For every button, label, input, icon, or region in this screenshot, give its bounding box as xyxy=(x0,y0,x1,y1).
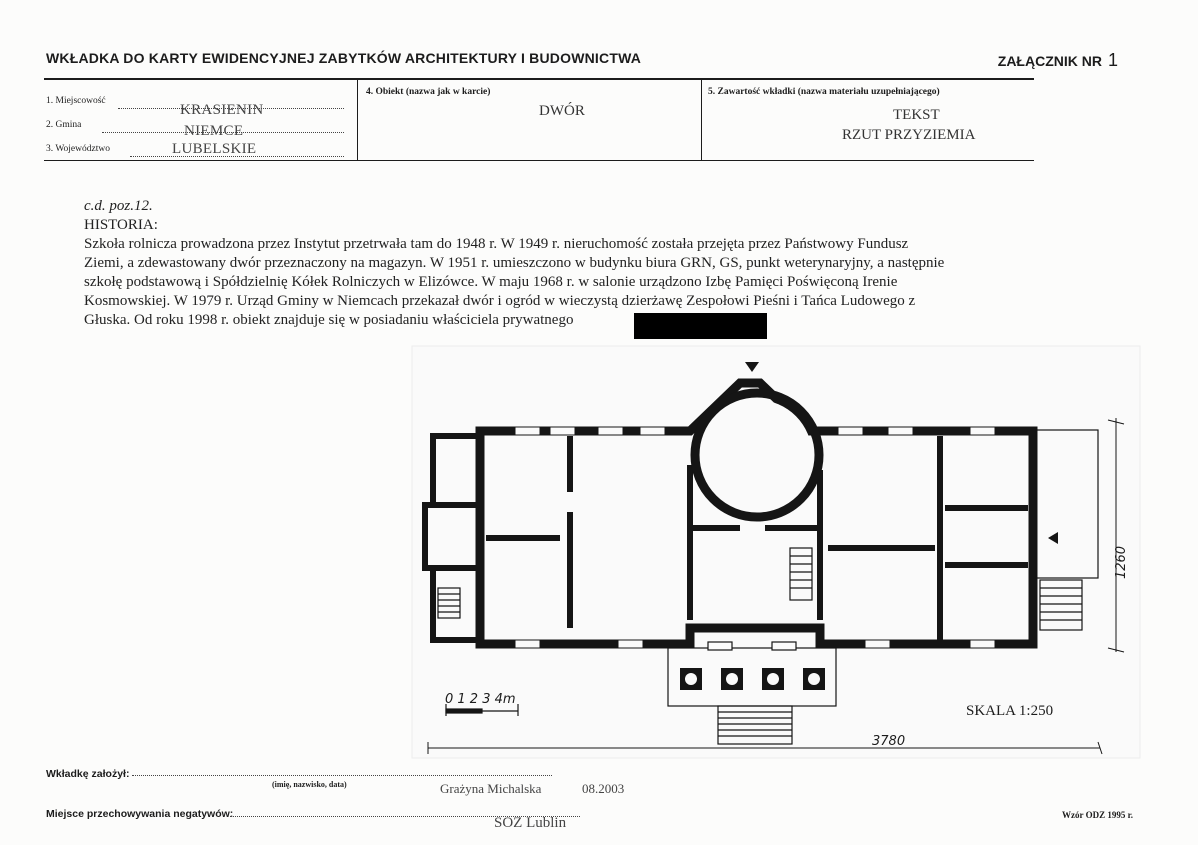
object-label: 4. Obiekt (nazwa jak w karcie) xyxy=(366,87,491,97)
attachment-value: 1 xyxy=(1107,50,1118,70)
storage-label: Miejsce przechowywania negatywów: xyxy=(46,808,234,820)
content-value-1: TEKST xyxy=(893,107,940,123)
width-dimension: 3780 xyxy=(872,734,906,749)
content-value-2: RZUT PRZYZIEMIA xyxy=(842,127,976,143)
commune-value: NIEMCE xyxy=(184,123,244,139)
form-title: WKŁADKA DO KARTY EWIDENCYJNEJ ZABYTKÓW ARCHITEKTURY I BUDOWNICTWA xyxy=(46,50,642,66)
author-hint: (imię, nazwisko, data) xyxy=(272,780,347,789)
depth-dimension: 1260 xyxy=(1114,545,1130,580)
history-line-1: Szkoła rolnicza prowadzona przez Instytut przetrwała tam do 1948 r. W 1949 r. nieruchomość została przejęta przez Państwowy Fundusz xyxy=(84,236,909,252)
author-value: Grażyna Michalska xyxy=(440,781,542,796)
attachment-label: ZAŁĄCZNIK NR xyxy=(997,53,1102,69)
author-label: Wkładkę założył: xyxy=(46,768,130,780)
voivodeship-label: 3. Województwo xyxy=(46,144,110,154)
voivodeship-value: LUBELSKIE xyxy=(172,141,257,157)
template-version: Wzór ODZ 1995 r. xyxy=(1062,810,1133,820)
position-reference: c.d. poz.12. xyxy=(84,198,153,214)
date-value: 08.2003 xyxy=(582,781,625,796)
history-line-4: Kosmowskiej. W 1979 r. Urząd Gminy w Niemcach przekazał dwór i ogród w wieczystą dzierżawę Zespołowi Pieśni i Tańca Ludowego z xyxy=(84,293,916,309)
content-label: 5. Zawartość wkładki (nazwa materiału uzupełniającego) xyxy=(708,87,940,97)
town-label: 1. Miejscowość xyxy=(46,96,106,106)
history-line-3: szkołę podstawową i Spółdzielnię Kółek Rolniczych w Elizówce. W maju 1968 r. w salonie urządzono Izbę Pamięci Poświęconą Irenie xyxy=(84,274,898,290)
scale-bar-label: 0 1 2 3 4m xyxy=(445,692,516,707)
history-line-5: Głuska. Od roku 1998 r. obiekt znajduje się w posiadaniu właściciela prywatnego xyxy=(84,312,574,328)
town-value: KRASIENIN xyxy=(180,102,264,118)
author-dotted-line xyxy=(132,772,552,776)
history-line-2: Ziemi, a zdewastowany dwór przeznaczony na magazyn. W 1951 r. umieszczono w budynku biura GRN, GS, punkt weterynaryjny, a następnie xyxy=(84,255,945,271)
section-heading: HISTORIA: xyxy=(84,217,158,233)
plan-scale: SKALA 1:250 xyxy=(966,703,1054,719)
storage-value: SOZ Lublin xyxy=(494,815,567,831)
commune-label: 2. Gmina xyxy=(46,120,82,130)
rotunda-floor xyxy=(702,400,812,510)
object-value: DWÓR xyxy=(539,103,585,119)
